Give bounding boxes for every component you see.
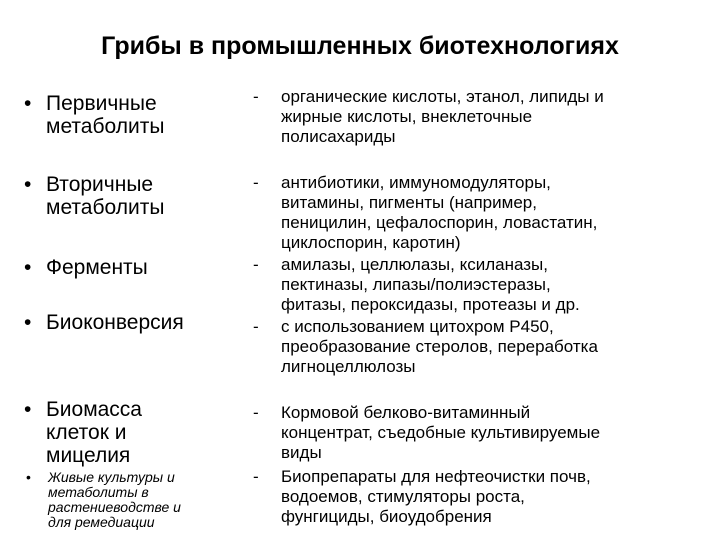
right-item-line: витамины, пигменты (например, [281,193,537,212]
left-item-line: метаболиты в [48,484,149,500]
right-item-biomass-desc [281,403,600,463]
left-item-line: Ферменты [46,256,148,279]
left-item-line: метаболиты [46,196,165,219]
left-item-line: Живые культуры и [48,469,175,485]
right-item-line: жирные кислоты, внеклеточные [281,107,533,126]
right-item-line: пектиназы, липазы/полиэстеразы, [281,275,551,294]
right-item-line: Биопрепараты для нефтеочистки почв, [281,467,591,486]
bullet-icon: • [26,469,31,485]
dash-marker: - [253,467,259,486]
left-item-line: Биоконверсия [46,311,184,334]
bullet-icon: • [24,398,32,421]
right-item-line: фунгициды, биоудобрения [281,507,492,526]
right-item-line: амилазы, целлюлазы, ксиланазы, [281,255,548,274]
left-item-line: клеток и [46,421,127,444]
right-item-line: антибиотики, иммуномодуляторы, [281,173,551,192]
right-item-line: водоемов, стимуляторы роста, [281,487,525,506]
slide-title: Грибы в промышленных биотехнологиях [101,32,619,60]
right-item-line: Кормовой белково-витаминный [281,403,531,422]
right-item-live-cultures-desc [281,467,591,527]
left-item-line: мицелия [46,444,131,467]
left-item-live-cultures [48,470,181,530]
right-item-line: концентрат, съедобные культивируемые [281,423,601,442]
dash-marker: - [253,317,259,336]
left-item-primary-metabolites [46,92,164,138]
right-item-secondary-desc [281,173,597,253]
left-item-line: для ремедиации [48,514,155,530]
right-item-line: преобразование стеролов, переработка [281,337,598,356]
left-item-enzymes [46,256,148,279]
right-item-line: лигноцеллюлозы [281,357,416,376]
left-item-line: Первичные [46,92,157,115]
dash-marker: - [253,87,259,106]
bullet-icon: • [24,173,32,196]
left-item-line: Биомасса [46,398,142,421]
dash-marker: - [253,403,259,422]
left-item-secondary-metabolites [46,173,164,219]
dash-marker: - [253,255,259,274]
dash-marker: - [253,173,259,192]
left-item-line: растениеводстве и [48,499,181,515]
left-item-line: метаболиты [46,115,165,138]
bullet-icon: • [24,311,32,334]
right-item-line: органические кислоты, этанол, липиды и [281,87,604,106]
right-item-line: пеницилин, цефалоспорин, ловастатин, [281,213,598,232]
right-item-line: с использованием цитохром Р450, [281,317,554,336]
left-item-biomass [46,398,142,467]
right-item-enzymes-desc [281,255,580,315]
bullet-icon: • [24,92,32,115]
right-item-line: виды [281,443,322,462]
right-item-line: циклоспорин, каротин) [281,233,461,252]
left-item-line: Вторичные [46,173,154,196]
right-item-primary-desc [281,87,604,147]
right-item-bioconversion-desc [281,317,598,377]
left-item-bioconversion [46,311,184,334]
right-item-line: фитазы, пероксидазы, протеазы и др. [281,295,580,314]
bullet-icon: • [24,256,32,279]
right-item-line: полисахариды [281,127,396,146]
